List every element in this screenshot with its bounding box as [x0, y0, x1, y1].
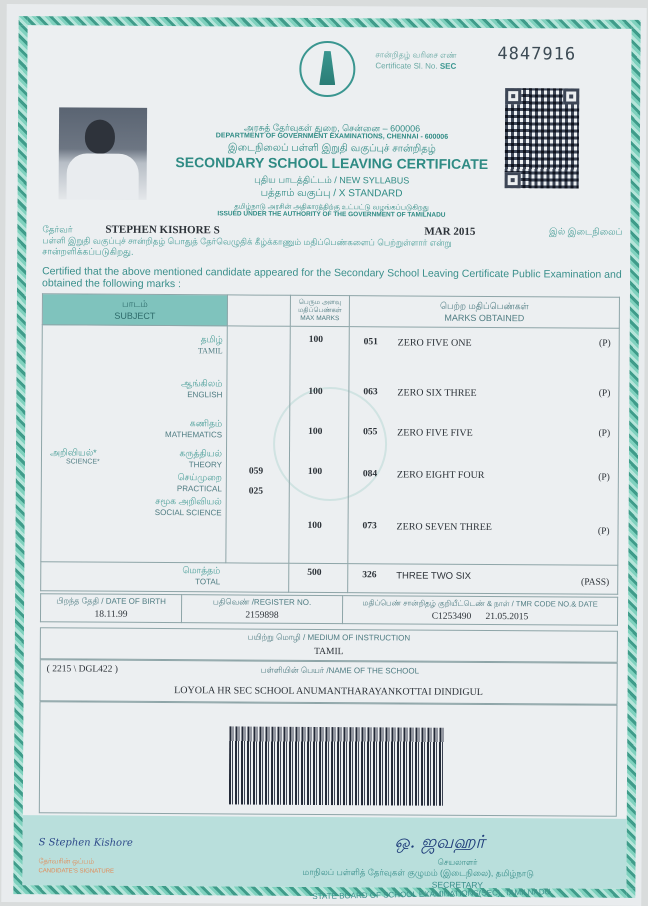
total-row: [41, 562, 618, 595]
certificate-title: SECONDARY SCHOOL LEAVING CERTIFICATE: [175, 154, 489, 172]
tmr-code: C1253490: [431, 611, 472, 622]
total-marks-cell: [348, 564, 618, 595]
tmr-label: மதிப்பெண் சான்றிதழ் குறியீட்டெண் & நாள் / TMR CODE NO.& DATE: [362, 598, 598, 609]
serial-label-english: Certificate Sl. No.: [375, 61, 438, 71]
theory-component-marks: 059: [248, 466, 264, 477]
marks-tamil: 051: [363, 337, 378, 348]
component-column: [226, 326, 290, 563]
subject-header-english: SUBJECT: [114, 310, 156, 321]
total-max-cell: [289, 563, 348, 592]
medium-value: TAMIL: [314, 646, 344, 658]
marks-obtained-header-english: MARKS OBTAINED: [444, 312, 525, 324]
total-max: 500: [307, 567, 322, 578]
candidate-details-table: [40, 593, 618, 626]
subject-english: ஆங்கிலம் ENGLISH: [181, 378, 223, 400]
serial-number: 4847916: [497, 44, 577, 65]
tamil-statement-line3: சான்றளிக்கப்படுகிறது.: [42, 246, 134, 257]
candidate-signature-label-tamil: தேர்வரின் ஒப்பம்: [38, 858, 95, 866]
regno-cell: [181, 595, 342, 624]
result-tamil: (P): [599, 338, 611, 349]
subject-social-science: சமூக அறிவியல் SOCIAL SCIENCE: [154, 495, 222, 518]
subject-science-practical: செய்முறை PRACTICAL: [176, 472, 222, 494]
max-marks-science: 100: [307, 466, 323, 477]
certified-statement: Certified that the above mentioned candidate appeared for the Secondary School Leaving Certificate Public Examination and obtained the following marks :: [42, 265, 622, 291]
title-tamil: இடைநிலைப் பள்ளி இறுதி வகுப்புச் சான்றிதழ்: [227, 142, 436, 155]
result-english: (P): [598, 388, 611, 399]
marks-words-english: ZERO SIX THREE: [397, 387, 477, 399]
qr-code-icon: [505, 88, 580, 188]
dept-tamil: அரசுத் தேர்வுகள் துறை, சென்னை – 600006: [243, 122, 421, 134]
tmr-cell: [342, 596, 617, 626]
total-label: மொத்தம் TOTAL: [182, 565, 221, 587]
marks-obtained-header: [349, 296, 619, 329]
total-label-cell: [41, 562, 289, 593]
board-name-english: STATE BOARD OF SCHOOL EXAMINATIONS(SEC), TAMILNADU: [312, 887, 551, 902]
marks-mathematics: 055: [363, 427, 378, 438]
school-label: பள்ளியின் பெயர் /NAME OF THE SCHOOL: [260, 665, 420, 676]
secretary-title-english: SECRETARY: [431, 879, 483, 890]
result-social-science: (P): [597, 526, 610, 537]
marks-words-mathematics: ZERO FIVE FIVE: [397, 427, 473, 439]
marks-social-science: 073: [362, 521, 377, 532]
max-marks-header: [290, 295, 349, 326]
tamil-statement-line2: பள்ளி இறுதி வகுப்புச் சான்றிதழ் பொதுத் தேர்வெழுதிக் கீழ்க்காணும் மதிப்பெண்களைப் பெற்றுள்ளார் என்று: [42, 235, 452, 248]
marks-science: 084: [362, 469, 378, 480]
subject-science-theory: கருத்தியல் THEORY: [179, 448, 223, 470]
tmr-date: 21.05.2015: [485, 611, 529, 623]
regno-label: பதிவெண் /REGISTER NO.: [212, 597, 312, 607]
dob-value: 18.11.99: [94, 609, 128, 620]
regno-value: 2159898: [245, 610, 279, 621]
science-group-label: [50, 447, 100, 467]
subject-tamil: தமிழ் TAMIL: [197, 334, 223, 356]
board-name-tamil: மாநிலப் பள்ளித் தேர்வுகள் குழுமம் (இடைநிலை), தமிழ்நாடு: [302, 866, 534, 879]
practical-component-marks: 025: [248, 486, 264, 497]
certificate-sheet: [1, 4, 646, 906]
marks-table: [40, 293, 620, 595]
subject-header-tamil: பாடம்: [121, 298, 148, 309]
candidate-photo: [59, 107, 148, 200]
max-marks-social-science: 100: [307, 520, 322, 531]
decorative-border: [13, 16, 640, 902]
max-marks-english: 100: [308, 386, 323, 397]
max-marks-header-tamil: பெரும அளவு மதிப்பெண்கள்: [298, 298, 342, 315]
candidate-signature: S Stephen Kishore: [38, 837, 133, 849]
serial-label: [375, 49, 456, 71]
max-marks-tamil: 100: [308, 334, 323, 345]
authority-english: ISSUED UNDER THE AUTHORITY OF THE GOVERNMENT OF TAMILNADU: [217, 210, 446, 219]
science-group-english: SCIENCE*: [65, 458, 100, 466]
result-mathematics: (P): [598, 428, 611, 439]
total-words: THREE TWO SIX: [396, 570, 472, 582]
subject-column: [41, 325, 227, 563]
secretary-signature: ஒ. ஜவஹர்: [394, 831, 485, 853]
marks-words-tamil: ZERO FIVE ONE: [397, 337, 472, 349]
marks-english: 063: [363, 387, 378, 398]
marks-obtained-header-tamil: பெற்ற மதிப்பெண்கள்: [439, 300, 529, 312]
authority-tamil: தமிழ்நாடு அரசின் அதிகாரத்திற்கு உட்பட்டு வழங்கப்படுகிறது: [234, 203, 429, 212]
school-code: ( 2215 \ DGL422 ): [46, 664, 118, 675]
marks-words-social-science: ZERO SEVEN THREE: [396, 521, 492, 534]
science-group-tamil: அறிவியல்*: [49, 447, 97, 458]
serial-label-tamil: சான்றிதழ் வரிசை எண்: [375, 50, 457, 60]
secretary-title-tamil: செயலாளர்: [437, 857, 478, 867]
dob-label: பிறந்த தேதி / DATE OF BIRTH: [56, 596, 166, 607]
candidate-signature-label-english: CANDIDATE'S SIGNATURE: [38, 868, 115, 875]
total-result: (PASS): [581, 577, 610, 588]
dob-cell: [40, 594, 181, 623]
result-science: (P): [598, 472, 610, 483]
school-row: [39, 659, 617, 705]
max-marks-header-english: MAX MARKS: [300, 314, 340, 323]
subject-mathematics: கணிதம் MATHEMATICS: [165, 418, 223, 440]
candidate-name: STEPHEN KISHORE S: [105, 223, 220, 237]
standard: பத்தாம் வகுப்பு / X STANDARD: [260, 187, 403, 200]
pdf417-barcode: [229, 726, 444, 805]
max-marks-mathematics: 100: [308, 426, 323, 437]
syllabus: புதிய பாடத்திட்டம் / NEW SYLLABUS: [254, 174, 410, 186]
marks-obtained-column: [348, 327, 619, 566]
candidate-label: தேர்வர்: [42, 224, 73, 235]
medium-row: [40, 627, 618, 663]
medium-label: பயிற்று மொழி / MEDIUM OF INSTRUCTION: [247, 632, 411, 643]
dept-english: DEPARTMENT OF GOVERNMENT EXAMINATIONS, CHENNAI - 600006: [215, 132, 449, 141]
marks-words-science: ZERO EIGHT FOUR: [396, 469, 485, 481]
tamilnadu-emblem-icon: [299, 41, 355, 97]
line1-tail: இல் இடைநிலைப்: [549, 226, 623, 237]
serial-prefix: SEC: [439, 61, 457, 71]
max-marks-column: [289, 326, 349, 563]
component-header: [227, 295, 290, 326]
exam-session: MAR 2015: [424, 225, 476, 238]
subject-header: [42, 294, 227, 326]
school-name: LOYOLA HR SEC SCHOOL ANUMANTHARAYANKOTTAI DINDIGUL: [174, 685, 483, 698]
total-marks: 326: [362, 570, 377, 581]
